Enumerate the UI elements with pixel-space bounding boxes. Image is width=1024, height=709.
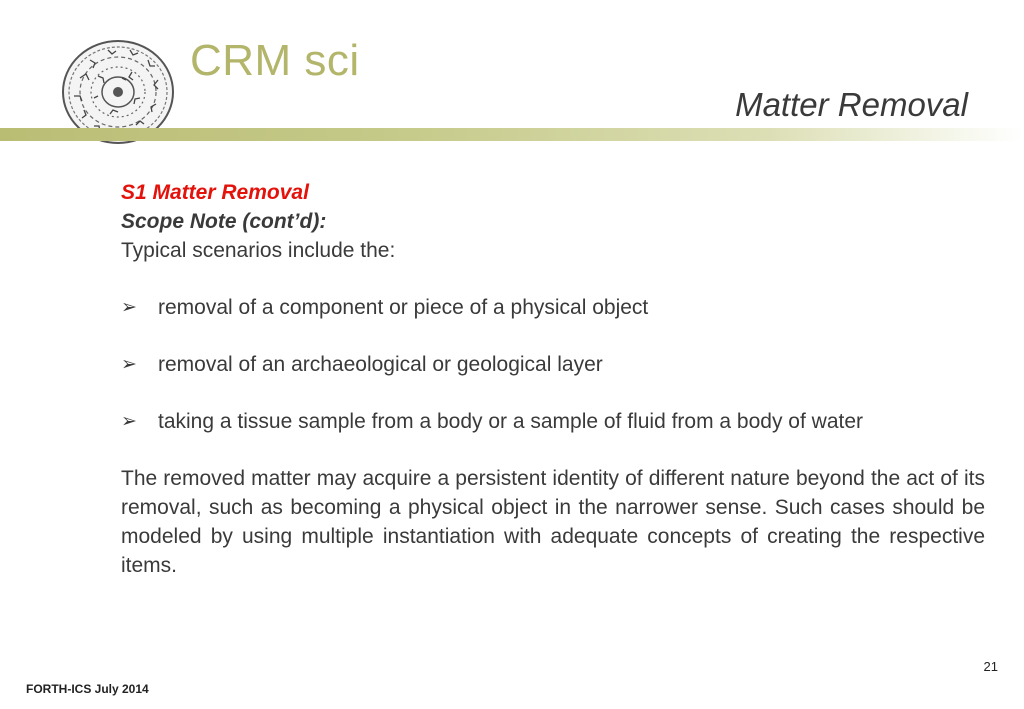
bullet-text: removal of an archaeological or geological layer [158, 353, 603, 376]
header-divider [0, 128, 1024, 141]
body-paragraph: The removed matter may acquire a persistent identity of different nature beyond the act of its removal, such as becoming a physical object in the narrower sense. Such cases should be modeled by using multiple instantiation with adequate concepts of creating the respective items. [121, 467, 985, 577]
list-item [121, 350, 985, 379]
arrow-bullet-icon: ➢ [121, 354, 137, 375]
section-heading: S1 Matter Removal [121, 181, 309, 204]
list-item [121, 293, 985, 322]
arrow-bullet-icon: ➢ [121, 411, 137, 432]
list-item [121, 407, 985, 436]
footer-text: FORTH-ICS July 2014 [26, 682, 149, 696]
bullet-text: taking a tissue sample from a body or a sample of fluid from a body of water [158, 410, 864, 433]
brand-title: CRM sci [190, 36, 360, 85]
bullet-text: removal of a component or piece of a physical object [158, 296, 649, 319]
section-subheading: Scope Note (cont’d): [121, 210, 327, 233]
page-number: 21 [983, 659, 998, 674]
bullet-list [121, 293, 985, 436]
slide-title: Matter Removal [735, 86, 968, 123]
arrow-bullet-icon: ➢ [121, 297, 137, 318]
slide-content [121, 178, 985, 580]
intro-text: Typical scenarios include the: [121, 239, 396, 262]
